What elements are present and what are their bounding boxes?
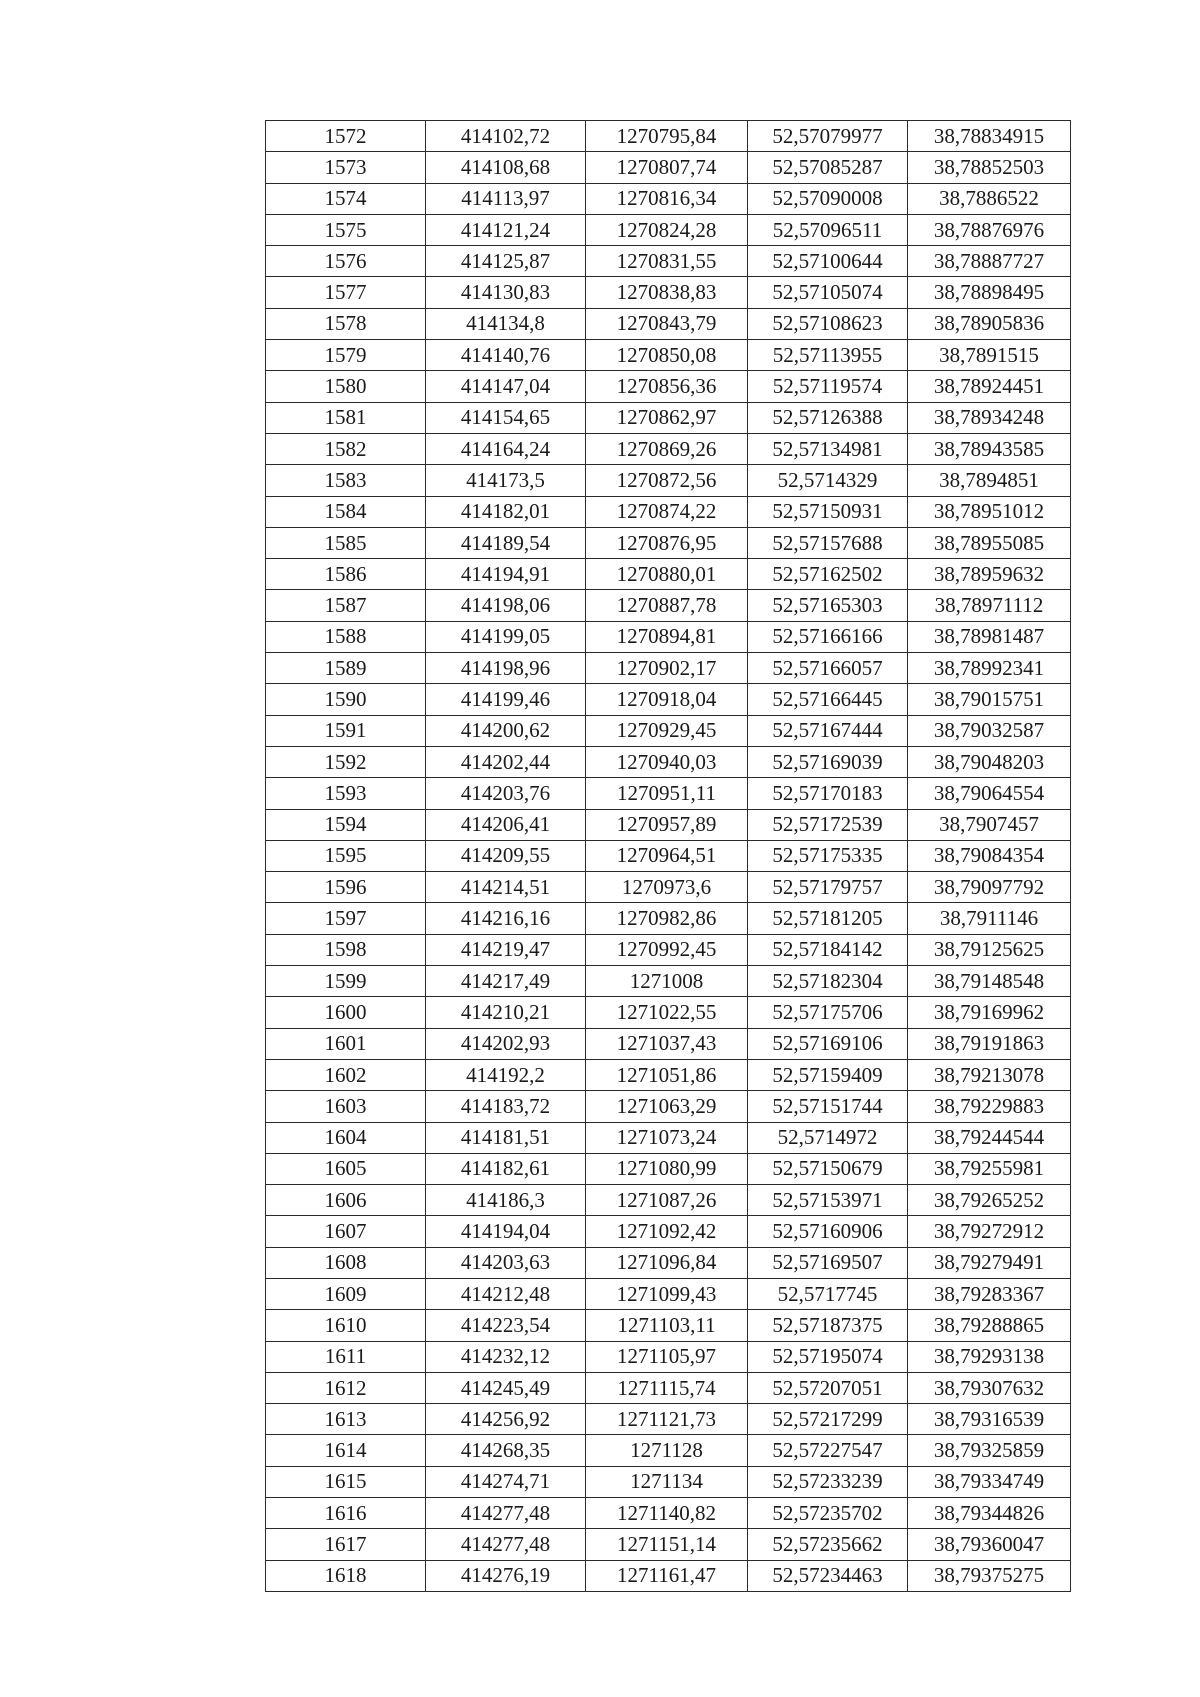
latitude-cell: 52,57172539 [748,809,908,840]
point-number-cell: 1618 [266,1560,426,1591]
longitude-cell: 38,79325859 [908,1435,1071,1466]
latitude-cell: 52,57079977 [748,121,908,152]
point-number-cell: 1585 [266,527,426,558]
y-coordinate-cell: 1270902,17 [586,653,748,684]
longitude-cell: 38,79015751 [908,684,1071,715]
point-number-cell: 1601 [266,1028,426,1059]
y-coordinate-cell: 1270795,84 [586,121,748,152]
latitude-cell: 52,57234463 [748,1560,908,1591]
y-coordinate-cell: 1270940,03 [586,746,748,777]
table-row [266,1091,1071,1122]
longitude-cell: 38,79375275 [908,1560,1071,1591]
x-coordinate-cell: 414276,19 [426,1560,586,1591]
longitude-cell: 38,7886522 [908,183,1071,214]
longitude-cell: 38,78951012 [908,496,1071,527]
y-coordinate-cell: 1270816,34 [586,183,748,214]
y-coordinate-cell: 1270957,89 [586,809,748,840]
x-coordinate-cell: 414206,41 [426,809,586,840]
x-coordinate-cell: 414203,63 [426,1247,586,1278]
table-row [266,371,1071,402]
x-coordinate-cell: 414140,76 [426,340,586,371]
latitude-cell: 52,57175706 [748,997,908,1028]
point-number-cell: 1572 [266,121,426,152]
latitude-cell: 52,57090008 [748,183,908,214]
longitude-cell: 38,79360047 [908,1529,1071,1560]
y-coordinate-cell: 1271087,26 [586,1185,748,1216]
longitude-cell: 38,7911146 [908,903,1071,934]
latitude-cell: 52,57235702 [748,1498,908,1529]
table-row [266,1247,1071,1278]
latitude-cell: 52,57085287 [748,152,908,183]
x-coordinate-cell: 414203,76 [426,778,586,809]
table-row [266,872,1071,903]
longitude-cell: 38,78924451 [908,371,1071,402]
longitude-cell: 38,79334749 [908,1466,1071,1497]
x-coordinate-cell: 414209,55 [426,840,586,871]
table-row [266,1341,1071,1372]
x-coordinate-cell: 414192,2 [426,1059,586,1090]
y-coordinate-cell: 1270874,22 [586,496,748,527]
longitude-cell: 38,7907457 [908,809,1071,840]
x-coordinate-cell: 414102,72 [426,121,586,152]
point-number-cell: 1586 [266,559,426,590]
longitude-cell: 38,78943585 [908,433,1071,464]
longitude-cell: 38,78959632 [908,559,1071,590]
latitude-cell: 52,57235662 [748,1529,908,1560]
table-row [266,746,1071,777]
point-number-cell: 1590 [266,684,426,715]
y-coordinate-cell: 1270964,51 [586,840,748,871]
y-coordinate-cell: 1271140,82 [586,1498,748,1529]
y-coordinate-cell: 1270872,56 [586,465,748,496]
y-coordinate-cell: 1270824,28 [586,214,748,245]
x-coordinate-cell: 414212,48 [426,1278,586,1309]
y-coordinate-cell: 1271151,14 [586,1529,748,1560]
longitude-cell: 38,78992341 [908,653,1071,684]
latitude-cell: 52,57162502 [748,559,908,590]
latitude-cell: 52,57160906 [748,1216,908,1247]
longitude-cell: 38,79283367 [908,1278,1071,1309]
longitude-cell: 38,79272912 [908,1216,1071,1247]
x-coordinate-cell: 414154,65 [426,402,586,433]
y-coordinate-cell: 1271161,47 [586,1560,748,1591]
table-row [266,496,1071,527]
longitude-cell: 38,79148548 [908,966,1071,997]
point-number-cell: 1607 [266,1216,426,1247]
latitude-cell: 52,57170183 [748,778,908,809]
point-number-cell: 1614 [266,1435,426,1466]
x-coordinate-cell: 414173,5 [426,465,586,496]
longitude-cell: 38,79288865 [908,1310,1071,1341]
latitude-cell: 52,5717745 [748,1278,908,1309]
x-coordinate-cell: 414182,01 [426,496,586,527]
y-coordinate-cell: 1270880,01 [586,559,748,590]
latitude-cell: 52,5714329 [748,465,908,496]
table-row [266,1216,1071,1247]
point-number-cell: 1612 [266,1372,426,1403]
longitude-cell: 38,78971112 [908,590,1071,621]
y-coordinate-cell: 1271099,43 [586,1278,748,1309]
y-coordinate-cell: 1270951,11 [586,778,748,809]
x-coordinate-cell: 414202,93 [426,1028,586,1059]
point-number-cell: 1610 [266,1310,426,1341]
x-coordinate-cell: 414113,97 [426,183,586,214]
y-coordinate-cell: 1270982,86 [586,903,748,934]
x-coordinate-cell: 414214,51 [426,872,586,903]
longitude-cell: 38,78834915 [908,121,1071,152]
x-coordinate-cell: 414216,16 [426,903,586,934]
y-coordinate-cell: 1270807,74 [586,152,748,183]
y-coordinate-cell: 1270869,26 [586,433,748,464]
coordinate-table [265,120,1071,1592]
longitude-cell: 38,79229883 [908,1091,1071,1122]
x-coordinate-cell: 414277,48 [426,1529,586,1560]
longitude-cell: 38,79255981 [908,1153,1071,1184]
y-coordinate-cell: 1271134 [586,1466,748,1497]
latitude-cell: 52,57233239 [748,1466,908,1497]
x-coordinate-cell: 414277,48 [426,1498,586,1529]
table-row [266,966,1071,997]
y-coordinate-cell: 1270850,08 [586,340,748,371]
point-number-cell: 1580 [266,371,426,402]
point-number-cell: 1615 [266,1466,426,1497]
x-coordinate-cell: 414274,71 [426,1466,586,1497]
longitude-cell: 38,79293138 [908,1341,1071,1372]
table-row [266,1529,1071,1560]
latitude-cell: 52,57167444 [748,715,908,746]
longitude-cell: 38,79097792 [908,872,1071,903]
x-coordinate-cell: 414210,21 [426,997,586,1028]
latitude-cell: 52,57119574 [748,371,908,402]
x-coordinate-cell: 414202,44 [426,746,586,777]
point-number-cell: 1581 [266,402,426,433]
longitude-cell: 38,79032587 [908,715,1071,746]
table-row [266,1435,1071,1466]
table-row [266,214,1071,245]
table-row [266,183,1071,214]
point-number-cell: 1616 [266,1498,426,1529]
point-number-cell: 1583 [266,465,426,496]
x-coordinate-cell: 414268,35 [426,1435,586,1466]
point-number-cell: 1606 [266,1185,426,1216]
y-coordinate-cell: 1270831,55 [586,246,748,277]
table-row [266,621,1071,652]
point-number-cell: 1593 [266,778,426,809]
longitude-cell: 38,78887727 [908,246,1071,277]
x-coordinate-cell: 414223,54 [426,1310,586,1341]
point-number-cell: 1611 [266,1341,426,1372]
point-number-cell: 1602 [266,1059,426,1090]
longitude-cell: 38,79279491 [908,1247,1071,1278]
y-coordinate-cell: 1270876,95 [586,527,748,558]
point-number-cell: 1584 [266,496,426,527]
y-coordinate-cell: 1270838,83 [586,277,748,308]
point-number-cell: 1588 [266,621,426,652]
point-number-cell: 1617 [266,1529,426,1560]
y-coordinate-cell: 1270856,36 [586,371,748,402]
latitude-cell: 52,57134981 [748,433,908,464]
latitude-cell: 52,57150931 [748,496,908,527]
point-number-cell: 1597 [266,903,426,934]
table-row [266,997,1071,1028]
table-row [266,433,1071,464]
latitude-cell: 52,57100644 [748,246,908,277]
longitude-cell: 38,7894851 [908,465,1071,496]
table-row [266,1404,1071,1435]
y-coordinate-cell: 1270862,97 [586,402,748,433]
point-number-cell: 1574 [266,183,426,214]
longitude-cell: 38,79064554 [908,778,1071,809]
table-row [266,527,1071,558]
longitude-cell: 38,78898495 [908,277,1071,308]
table-row [266,308,1071,339]
x-coordinate-cell: 414198,06 [426,590,586,621]
latitude-cell: 52,57150679 [748,1153,908,1184]
table-row [266,402,1071,433]
y-coordinate-cell: 1271051,86 [586,1059,748,1090]
table-row [266,1498,1071,1529]
table-row [266,1059,1071,1090]
longitude-cell: 38,79213078 [908,1059,1071,1090]
longitude-cell: 38,79084354 [908,840,1071,871]
point-number-cell: 1599 [266,966,426,997]
y-coordinate-cell: 1271105,97 [586,1341,748,1372]
y-coordinate-cell: 1271096,84 [586,1247,748,1278]
y-coordinate-cell: 1271073,24 [586,1122,748,1153]
table-row [266,1560,1071,1591]
table-row [266,715,1071,746]
longitude-cell: 38,78905836 [908,308,1071,339]
latitude-cell: 52,57187375 [748,1310,908,1341]
x-coordinate-cell: 414245,49 [426,1372,586,1403]
x-coordinate-cell: 414164,24 [426,433,586,464]
latitude-cell: 52,57113955 [748,340,908,371]
y-coordinate-cell: 1271103,11 [586,1310,748,1341]
coordinate-table-page [265,120,1070,1592]
y-coordinate-cell: 1270843,79 [586,308,748,339]
point-number-cell: 1592 [266,746,426,777]
latitude-cell: 52,57175335 [748,840,908,871]
longitude-cell: 38,79307632 [908,1372,1071,1403]
point-number-cell: 1576 [266,246,426,277]
latitude-cell: 52,57169106 [748,1028,908,1059]
x-coordinate-cell: 414134,8 [426,308,586,339]
x-coordinate-cell: 414217,49 [426,966,586,997]
table-row [266,934,1071,965]
point-number-cell: 1604 [266,1122,426,1153]
point-number-cell: 1609 [266,1278,426,1309]
longitude-cell: 38,78876976 [908,214,1071,245]
latitude-cell: 52,57181205 [748,903,908,934]
latitude-cell: 52,57207051 [748,1372,908,1403]
longitude-cell: 38,78934248 [908,402,1071,433]
latitude-cell: 52,57166057 [748,653,908,684]
y-coordinate-cell: 1271008 [586,966,748,997]
x-coordinate-cell: 414198,96 [426,653,586,684]
y-coordinate-cell: 1271080,99 [586,1153,748,1184]
longitude-cell: 38,79316539 [908,1404,1071,1435]
y-coordinate-cell: 1271128 [586,1435,748,1466]
latitude-cell: 52,57182304 [748,966,908,997]
table-row [266,152,1071,183]
x-coordinate-cell: 414194,04 [426,1216,586,1247]
table-row [266,559,1071,590]
point-number-cell: 1577 [266,277,426,308]
latitude-cell: 52,57151744 [748,1091,908,1122]
x-coordinate-cell: 414121,24 [426,214,586,245]
latitude-cell: 52,57159409 [748,1059,908,1090]
x-coordinate-cell: 414194,91 [426,559,586,590]
latitude-cell: 52,57184142 [748,934,908,965]
point-number-cell: 1591 [266,715,426,746]
point-number-cell: 1598 [266,934,426,965]
latitude-cell: 52,57126388 [748,402,908,433]
x-coordinate-cell: 414200,62 [426,715,586,746]
longitude-cell: 38,78981487 [908,621,1071,652]
longitude-cell: 38,78955085 [908,527,1071,558]
table-row [266,1310,1071,1341]
coordinate-table-body [266,121,1071,1592]
point-number-cell: 1594 [266,809,426,840]
longitude-cell: 38,79344826 [908,1498,1071,1529]
point-number-cell: 1589 [266,653,426,684]
point-number-cell: 1608 [266,1247,426,1278]
longitude-cell: 38,79265252 [908,1185,1071,1216]
table-row [266,1466,1071,1497]
y-coordinate-cell: 1271022,55 [586,997,748,1028]
latitude-cell: 52,57169039 [748,746,908,777]
y-coordinate-cell: 1270992,45 [586,934,748,965]
y-coordinate-cell: 1271115,74 [586,1372,748,1403]
table-row [266,1153,1071,1184]
table-row [266,809,1071,840]
latitude-cell: 52,57165303 [748,590,908,621]
table-row [266,246,1071,277]
point-number-cell: 1603 [266,1091,426,1122]
x-coordinate-cell: 414199,46 [426,684,586,715]
table-row [266,653,1071,684]
table-row [266,903,1071,934]
table-row [266,684,1071,715]
latitude-cell: 52,57227547 [748,1435,908,1466]
x-coordinate-cell: 414256,92 [426,1404,586,1435]
x-coordinate-cell: 414108,68 [426,152,586,183]
longitude-cell: 38,79048203 [908,746,1071,777]
y-coordinate-cell: 1270929,45 [586,715,748,746]
point-number-cell: 1613 [266,1404,426,1435]
x-coordinate-cell: 414183,72 [426,1091,586,1122]
table-row [266,121,1071,152]
x-coordinate-cell: 414147,04 [426,371,586,402]
table-row [266,277,1071,308]
table-row [266,840,1071,871]
y-coordinate-cell: 1270973,6 [586,872,748,903]
point-number-cell: 1579 [266,340,426,371]
longitude-cell: 38,79125625 [908,934,1071,965]
x-coordinate-cell: 414130,83 [426,277,586,308]
x-coordinate-cell: 414232,12 [426,1341,586,1372]
x-coordinate-cell: 414182,61 [426,1153,586,1184]
y-coordinate-cell: 1271092,42 [586,1216,748,1247]
point-number-cell: 1596 [266,872,426,903]
y-coordinate-cell: 1271063,29 [586,1091,748,1122]
y-coordinate-cell: 1271037,43 [586,1028,748,1059]
point-number-cell: 1573 [266,152,426,183]
y-coordinate-cell: 1270887,78 [586,590,748,621]
latitude-cell: 52,57096511 [748,214,908,245]
latitude-cell: 52,57105074 [748,277,908,308]
x-coordinate-cell: 414125,87 [426,246,586,277]
latitude-cell: 52,57217299 [748,1404,908,1435]
y-coordinate-cell: 1271121,73 [586,1404,748,1435]
point-number-cell: 1578 [266,308,426,339]
latitude-cell: 52,57166445 [748,684,908,715]
longitude-cell: 38,79169962 [908,997,1071,1028]
table-row [266,590,1071,621]
latitude-cell: 52,5714972 [748,1122,908,1153]
table-row [266,1278,1071,1309]
longitude-cell: 38,79191863 [908,1028,1071,1059]
latitude-cell: 52,57195074 [748,1341,908,1372]
table-row [266,1122,1071,1153]
table-row [266,1028,1071,1059]
point-number-cell: 1595 [266,840,426,871]
table-row [266,778,1071,809]
x-coordinate-cell: 414186,3 [426,1185,586,1216]
point-number-cell: 1605 [266,1153,426,1184]
x-coordinate-cell: 414181,51 [426,1122,586,1153]
y-coordinate-cell: 1270918,04 [586,684,748,715]
table-row [266,1185,1071,1216]
x-coordinate-cell: 414219,47 [426,934,586,965]
latitude-cell: 52,57169507 [748,1247,908,1278]
point-number-cell: 1587 [266,590,426,621]
table-row [266,465,1071,496]
latitude-cell: 52,57153971 [748,1185,908,1216]
x-coordinate-cell: 414189,54 [426,527,586,558]
point-number-cell: 1575 [266,214,426,245]
latitude-cell: 52,57108623 [748,308,908,339]
x-coordinate-cell: 414199,05 [426,621,586,652]
point-number-cell: 1582 [266,433,426,464]
latitude-cell: 52,57157688 [748,527,908,558]
latitude-cell: 52,57179757 [748,872,908,903]
table-row [266,1372,1071,1403]
longitude-cell: 38,7891515 [908,340,1071,371]
latitude-cell: 52,57166166 [748,621,908,652]
y-coordinate-cell: 1270894,81 [586,621,748,652]
longitude-cell: 38,79244544 [908,1122,1071,1153]
table-row [266,340,1071,371]
point-number-cell: 1600 [266,997,426,1028]
longitude-cell: 38,78852503 [908,152,1071,183]
